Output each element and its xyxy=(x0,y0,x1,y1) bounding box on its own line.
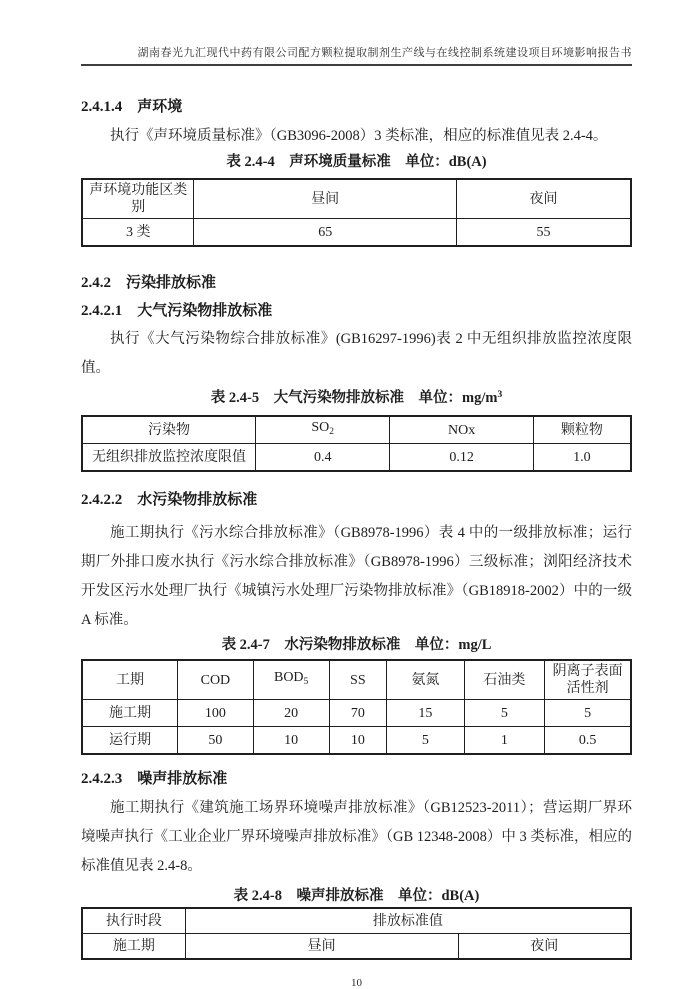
table-sound-quality-standard xyxy=(81,178,632,247)
table-cell: 施工期 xyxy=(82,700,178,727)
paragraph-sound-environment: 执行《声环境质量标准》（GB3096-2008）3 类标准，相应的标准值见表 2.4-4。 xyxy=(110,128,608,144)
table-caption-2-4-7: 表 2.4-7 水污染物排放标准 单位：mg/L xyxy=(221,637,492,653)
table-cell: 50 xyxy=(178,727,254,755)
table-caption-2-4-8: 表 2.4-8 噪声排放标准 单位：dB(A) xyxy=(233,888,480,904)
table-air-emission-standard xyxy=(81,415,632,472)
table-header-cell: 工期 xyxy=(82,660,178,700)
table-header-cell: 颗粒物 xyxy=(533,416,631,444)
table-cell: 10 xyxy=(329,727,387,755)
table-header-cell: 阴离子表面活性剂 xyxy=(545,660,631,700)
paragraph-noise-emission: 施工期执行《建筑施工场界环境噪声排放标准》（GB12523-2011）；营运期厂界环境噪声执行《工业企业厂界环境噪声排放标准》（GB 12348-2008）中 3 类标准，相应的标准值见表 2.4-8。 xyxy=(81,800,632,874)
table-row xyxy=(82,444,631,472)
table-cell: 0.12 xyxy=(390,444,533,472)
chem-subscript: 5 xyxy=(303,677,309,687)
table-header-cell: COD xyxy=(178,660,254,700)
document-header xyxy=(81,0,632,66)
table-cell: 运行期 xyxy=(82,727,178,755)
table-header-cell: 排放标准值 xyxy=(185,908,631,934)
table-header-cell: 声环境功能区类别 xyxy=(82,179,194,219)
table-header-row xyxy=(82,179,631,219)
table-row xyxy=(82,727,631,755)
table-cell: 100 xyxy=(178,700,254,727)
table-header-cell xyxy=(255,416,390,444)
table-header-cell: 执行时段 xyxy=(82,908,185,934)
table-cell: 1.0 xyxy=(533,444,631,472)
table-cell: 55 xyxy=(456,219,631,247)
table-cell: 3 类 xyxy=(82,219,194,247)
chem-symbol: BOD xyxy=(273,670,304,685)
table-header-row xyxy=(82,908,631,934)
table-cell: 0.4 xyxy=(255,444,390,472)
table-caption-2-4-5 xyxy=(81,385,632,409)
table-header-cell: NOx xyxy=(390,416,533,444)
table-caption-2-4-4: 表 2.4-4 声环境质量标准 单位：dB(A) xyxy=(226,154,487,170)
table-cell: 5 xyxy=(545,700,631,727)
table-cell: 15 xyxy=(387,700,464,727)
page-number: 10 xyxy=(351,977,362,989)
table-cell: 65 xyxy=(194,219,456,247)
table-row xyxy=(82,219,631,247)
table-cell: 昼间 xyxy=(185,934,458,960)
table-cell: 70 xyxy=(329,700,387,727)
table-header-cell: 石油类 xyxy=(464,660,545,700)
page-content xyxy=(81,0,632,989)
table-cell: 施工期 xyxy=(82,934,185,960)
table-cell: 10 xyxy=(253,727,329,755)
table-header-row xyxy=(82,660,631,700)
chem-symbol: SO xyxy=(311,420,330,435)
table-row xyxy=(82,700,631,727)
table-row xyxy=(82,934,631,960)
table-water-emission-standard xyxy=(81,659,632,755)
table-header-cell: 昼间 xyxy=(194,179,456,219)
table-header-cell: SS xyxy=(329,660,387,700)
table-header-cell: 夜间 xyxy=(456,179,631,219)
table-cell: 5 xyxy=(464,700,545,727)
paragraph-air-pollutants: 执行《大气污染物综合排放标准》(GB16297-1996)表 2 中无组织排放监控浓度限值。 xyxy=(81,331,632,376)
section-heading-air-pollutants: 2.4.2.1 大气污染物排放标准 xyxy=(81,303,273,319)
table-cell: 夜间 xyxy=(458,934,631,960)
section-heading-noise-emission: 2.4.2.3 噪声排放标准 xyxy=(81,771,228,787)
section-heading-pollution-standards: 2.4.2 污染排放标准 xyxy=(81,275,217,291)
table-cell: 20 xyxy=(253,700,329,727)
section-heading-sound-environment: 2.4.1.4 声环境 xyxy=(81,99,183,115)
table-header-cell: 污染物 xyxy=(82,416,255,444)
caption-superscript: 3 xyxy=(497,390,503,400)
table-cell: 5 xyxy=(387,727,464,755)
table-cell: 1 xyxy=(464,727,545,755)
section-heading-water-pollutants: 2.4.2.2 水污染物排放标准 xyxy=(81,492,258,508)
table-header-cell xyxy=(253,660,329,700)
table-cell: 无组织排放监控浓度限值 xyxy=(82,444,255,472)
table-cell: 0.5 xyxy=(545,727,631,755)
chem-subscript: 2 xyxy=(329,427,335,437)
paragraph-water-pollutants: 施工期执行《污水综合排放标准》（GB8978-1996）表 4 中的一级排放标准；运行期厂外排口废水执行《污水综合排放标准》（GB8978-1996）三级标准；浏阳经济技术开发区污水处理厂执行《城镇污水处理厂污染物排放标准》（GB18918-2002）中的一级 A 标准。 xyxy=(81,525,632,628)
document-header-title: 湖南春光九汇现代中药有限公司配方颗粒提取制剂生产线与在线控制系统建设项目环境影响报告书 xyxy=(137,47,632,59)
table-noise-emission-standard xyxy=(81,907,632,960)
table-header-row xyxy=(82,416,631,444)
caption-text: 表 2.4-5 大气污染物排放标准 单位：mg/m xyxy=(210,390,498,406)
table-header-cell: 氨氮 xyxy=(387,660,464,700)
